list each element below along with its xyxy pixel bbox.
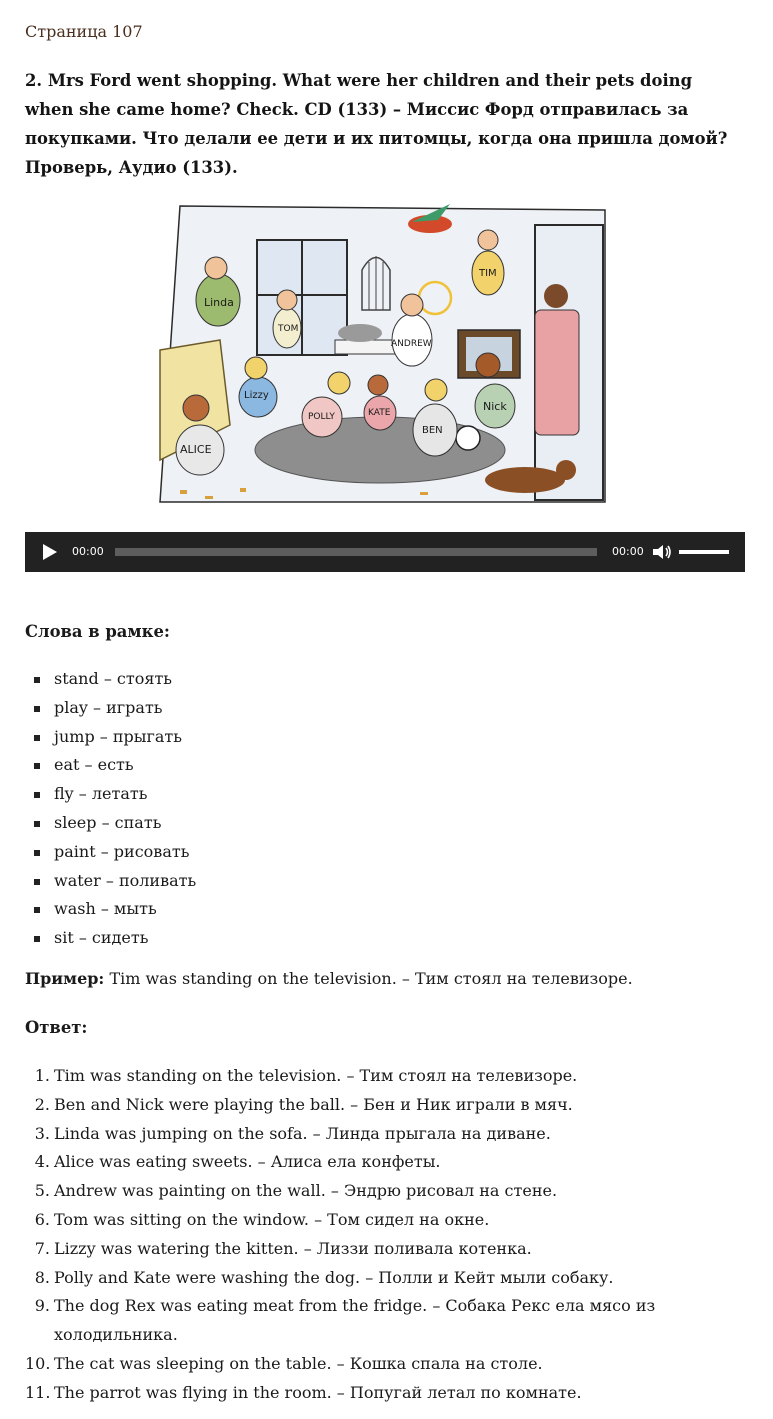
list-item: stand – стоять (25, 665, 196, 694)
example-text: Tim was standing on the television. – Тим стоял на телевизоре. (109, 969, 633, 988)
label-kate: KATE (368, 408, 391, 418)
list-item: 8. Polly and Kate were washing the dog. – Полли и Кейт мыли собаку. (34, 1267, 614, 1287)
dog-icon (485, 467, 565, 493)
current-time: 00:00 (72, 545, 104, 558)
list-item: wash – мыть (25, 895, 196, 924)
list-item: 3. Linda was jumping on the sofa. – Линда прыгала на диване. (34, 1123, 551, 1143)
cat-icon (338, 324, 382, 342)
list-item: 4. Alice was eating sweets. – Алиса ела конфеты. (34, 1152, 441, 1172)
answer-list (25, 1062, 745, 1408)
label-andrew: ANDREW (391, 339, 432, 349)
mrs-ford-figure (535, 310, 579, 435)
room-illustration (150, 200, 616, 516)
play-icon[interactable] (43, 544, 57, 560)
list-item: 2. Ben and Nick were playing the ball. – Бен и Ник играли в мяч. (34, 1094, 573, 1114)
words-heading: Слова в рамке: (25, 622, 170, 641)
list-item: 7. Lizzy was watering the kitten. – Лиззи поливала котенка. (34, 1238, 532, 1258)
label-tim: TIM (479, 268, 497, 279)
label-tom: TOM (278, 324, 299, 334)
list-item: 5. Andrew was painting on the wall. – Эндрю рисовал на стене. (34, 1181, 558, 1201)
list-item: sleep – спать (25, 809, 196, 838)
progress-rail[interactable] (115, 548, 597, 556)
list-item: water – поливать (25, 867, 196, 896)
list-item: eat – есть (25, 751, 196, 780)
list-item: play – играть (25, 694, 196, 723)
example (25, 969, 633, 988)
example-label: Пример: (25, 969, 105, 988)
volume-icon[interactable] (652, 544, 672, 560)
label-nick: Nick (483, 400, 507, 413)
label-lizzy: Lizzy (244, 390, 269, 401)
label-polly: POLLY (308, 412, 335, 422)
list-item: 1. Tim was standing on the television. – Тим стоял на телевизоре. (34, 1066, 578, 1085)
list-item: 10. The cat was sleeping on the table. – Кошка спала на столе. (25, 1353, 543, 1373)
label-linda: Linda (204, 296, 234, 309)
audio-player (25, 532, 745, 572)
label-alice: ALICE (180, 443, 212, 456)
list-item: fly – летать (25, 780, 196, 809)
duration: 00:00 (612, 545, 644, 558)
ball-icon (456, 426, 480, 450)
task-text: 2. Mrs Ford went shopping. What were her children and their pets doing when she came home? Check. CD (133) – Миссис Форд отправилась за покупками. Что делали ее дети и их питомцы, когда она пришла домой? Проверь, Аудио (133). (25, 71, 728, 177)
list-item: sit – сидеть (25, 924, 196, 953)
list-item: 6. Tom was sitting on the window. – Том сидел на окне. (34, 1209, 490, 1229)
word-list (25, 665, 196, 953)
list-item: 9. The dog Rex was eating meat from the fridge. – Собака Рекс ела мясо из холодильника. (34, 1296, 656, 1345)
label-ben: BEN (422, 425, 443, 436)
volume-slider[interactable] (679, 550, 729, 554)
page-label: Страница 107 (25, 22, 143, 41)
list-item: paint – рисовать (25, 838, 196, 867)
list-item: jump – прыгать (25, 723, 196, 752)
list-item: 11. The parrot was flying in the room. – Попугай летал по комнате. (25, 1382, 582, 1402)
answer-heading: Ответ: (25, 1018, 88, 1037)
